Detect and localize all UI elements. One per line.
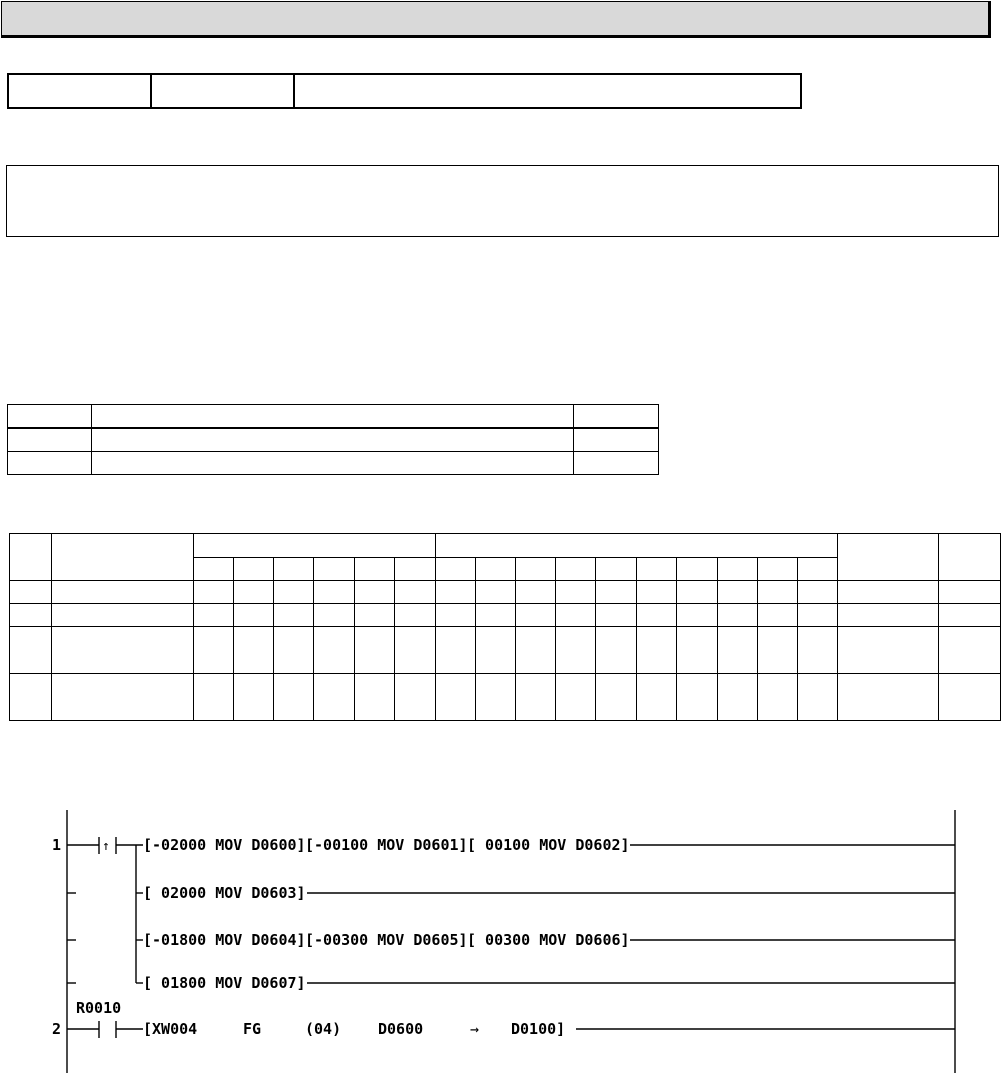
instruction-mov-d0600: [-02000 MOV D0600] [143, 836, 306, 854]
info-cell-2 [151, 74, 294, 108]
register-cell [574, 428, 659, 452]
instruction-mov-d0607: [ 01800 MOV D0607] [143, 974, 306, 992]
op-header-cell [52, 534, 194, 581]
description-box [6, 165, 999, 237]
op-header-cell [436, 534, 838, 558]
register-cell [92, 452, 574, 475]
register-cell [8, 452, 92, 475]
op-header-cell [10, 534, 52, 581]
op-header-cell [939, 534, 1001, 581]
op-header-cell [194, 534, 436, 558]
instruction-fg-count: (04) [305, 1020, 342, 1038]
contact-label-r0010: R0010 [76, 999, 122, 1017]
instruction-mov-d0606: [ 00300 MOV D0606] [467, 931, 630, 949]
register-table [7, 404, 659, 475]
rung-number-2: 2 [52, 1020, 62, 1038]
title-bar [1, 1, 991, 38]
arrow-icon: → [470, 1020, 480, 1038]
instruction-mov-d0605: [-00300 MOV D0605] [305, 931, 468, 949]
info-table [7, 73, 802, 109]
register-cell [8, 405, 92, 429]
rising-edge-contact-icon: ↑ [102, 839, 110, 854]
instruction-mov-d0604: [-01800 MOV D0604] [143, 931, 306, 949]
register-cell [92, 428, 574, 452]
register-cell [8, 428, 92, 452]
instruction-mov-d0602: [ 00100 MOV D0602] [467, 836, 630, 854]
info-cell-3 [294, 74, 801, 108]
instruction-fg: FG [243, 1020, 262, 1038]
instruction-mov-d0603: [ 02000 MOV D0603] [143, 884, 306, 902]
rung-number-1: 1 [52, 836, 62, 854]
instruction-xw004: [XW004 [143, 1020, 198, 1038]
operation-table [9, 533, 1001, 721]
ladder-diagram [0, 800, 1002, 1073]
op-header-cell [838, 534, 939, 581]
instruction-source: D0600 [378, 1020, 424, 1038]
register-cell [574, 405, 659, 429]
instruction-mov-d0601: [-00100 MOV D0601] [305, 836, 468, 854]
register-cell [574, 452, 659, 475]
register-cell [92, 405, 574, 429]
info-cell-1 [8, 74, 151, 108]
instruction-destination: D0100] [511, 1020, 566, 1038]
